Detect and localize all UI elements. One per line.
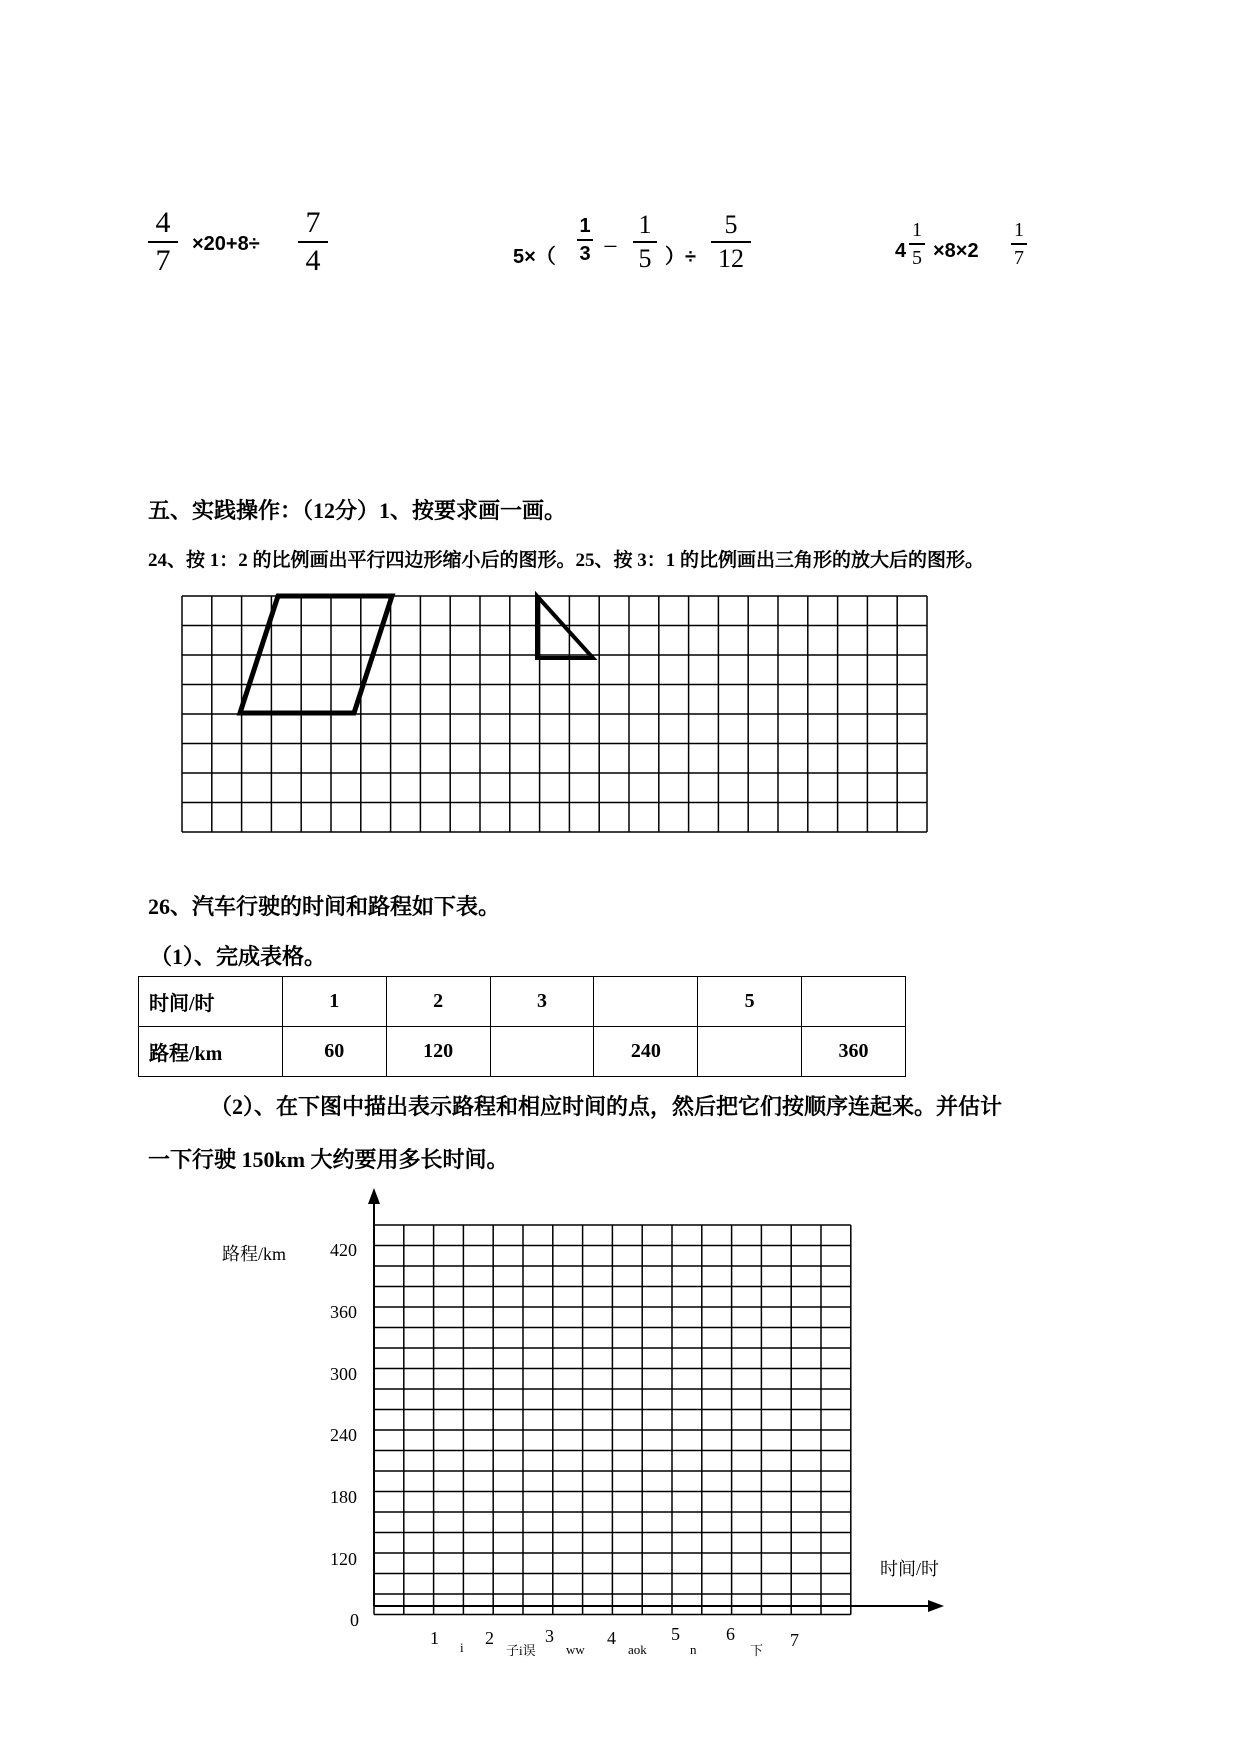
x-tick-label: 6 [726, 1624, 735, 1644]
table-row [139, 1027, 906, 1077]
time-distance-table [138, 976, 906, 1077]
fraction: 1 7 [1011, 220, 1027, 268]
question-26-sub1: （1）、完成表格。 [150, 944, 327, 969]
table-cell[interactable] [594, 977, 698, 1027]
noise-text: 子i误 [506, 1643, 536, 1658]
y-tick-label: 240 [330, 1425, 357, 1445]
y-axis-label: 路程/km [222, 1244, 287, 1264]
table-cell[interactable] [698, 1027, 802, 1077]
noise-text: aok [628, 1642, 647, 1657]
x-axis-arrow [928, 1600, 944, 1612]
noise-text: i [460, 1640, 464, 1655]
fraction: 5 12 [711, 212, 751, 272]
expression-text: 5×（ [513, 246, 556, 268]
x-tick-label: 3 [545, 1626, 554, 1646]
table-cell[interactable] [802, 977, 906, 1027]
noise-text: n [690, 1642, 697, 1657]
expression-text: ）÷ [665, 246, 696, 268]
y-tick-label: 0 [350, 1610, 359, 1630]
noise-text: 下 [750, 1643, 764, 1658]
question-26-sub2-line2: 一下行驶 150km 大约要用多长时间。 [148, 1147, 509, 1172]
fraction: 4 7 [148, 208, 178, 276]
table-cell: 360 [802, 1027, 906, 1077]
minus-sign: − [603, 232, 618, 261]
table-row [139, 977, 906, 1027]
table-cell: 120 [386, 1027, 490, 1077]
question-26-sub2-line1: （2）、在下图中描出表示路程和相应时间的点，然后把它们按顺序连起来。并估计 [210, 1094, 1003, 1119]
table-cell: 时间/时 [139, 977, 283, 1027]
fraction: 7 4 [298, 208, 328, 276]
table-cell: 5 [698, 977, 802, 1027]
noise-text: ww [566, 1642, 585, 1657]
drawing-grid [0, 0, 1240, 860]
x-tick-label: 7 [790, 1630, 799, 1650]
whole-number: 4 [895, 240, 907, 262]
y-tick-label: 420 [330, 1240, 357, 1260]
x-tick-label: 2 [485, 1628, 494, 1648]
x-axis-label: 时间/时 [880, 1559, 940, 1579]
y-tick-label: 180 [330, 1487, 357, 1507]
fraction: 1 5 [633, 212, 657, 272]
triangle [537, 596, 593, 658]
expression-text: ×8×2 [933, 240, 979, 262]
table-cell: 1 [282, 977, 386, 1027]
table-cell: 路程/km [139, 1027, 283, 1077]
y-axis-arrow [368, 1188, 380, 1204]
distance-time-graph [0, 1180, 1240, 1680]
section-heading: 五、实践操作：（12分）1、按要求画一画。 [148, 498, 567, 523]
x-tick-label: 5 [671, 1624, 680, 1644]
y-tick-label: 300 [330, 1364, 357, 1384]
question-26-title: 26、汽车行驶的时间和路程如下表。 [148, 894, 501, 919]
table-cell: 60 [282, 1027, 386, 1077]
table-cell[interactable] [490, 1027, 594, 1077]
y-tick-label: 120 [330, 1549, 357, 1569]
question-24-25: 24、按 1：2 的比例画出平行四边形缩小后的图形。25、按 3：1 的比例画出三角形的放大后的图形。 [148, 550, 985, 571]
table-cell: 3 [490, 977, 594, 1027]
table-cell: 2 [386, 977, 490, 1027]
fraction: 1 5 [909, 220, 925, 268]
expression-text: ×20+8÷ [192, 233, 260, 255]
y-tick-label: 360 [330, 1302, 357, 1322]
x-tick-label: 1 [430, 1628, 439, 1648]
fraction: 1 3 [577, 216, 593, 264]
x-tick-label: 4 [607, 1628, 616, 1648]
table-cell: 240 [594, 1027, 698, 1077]
